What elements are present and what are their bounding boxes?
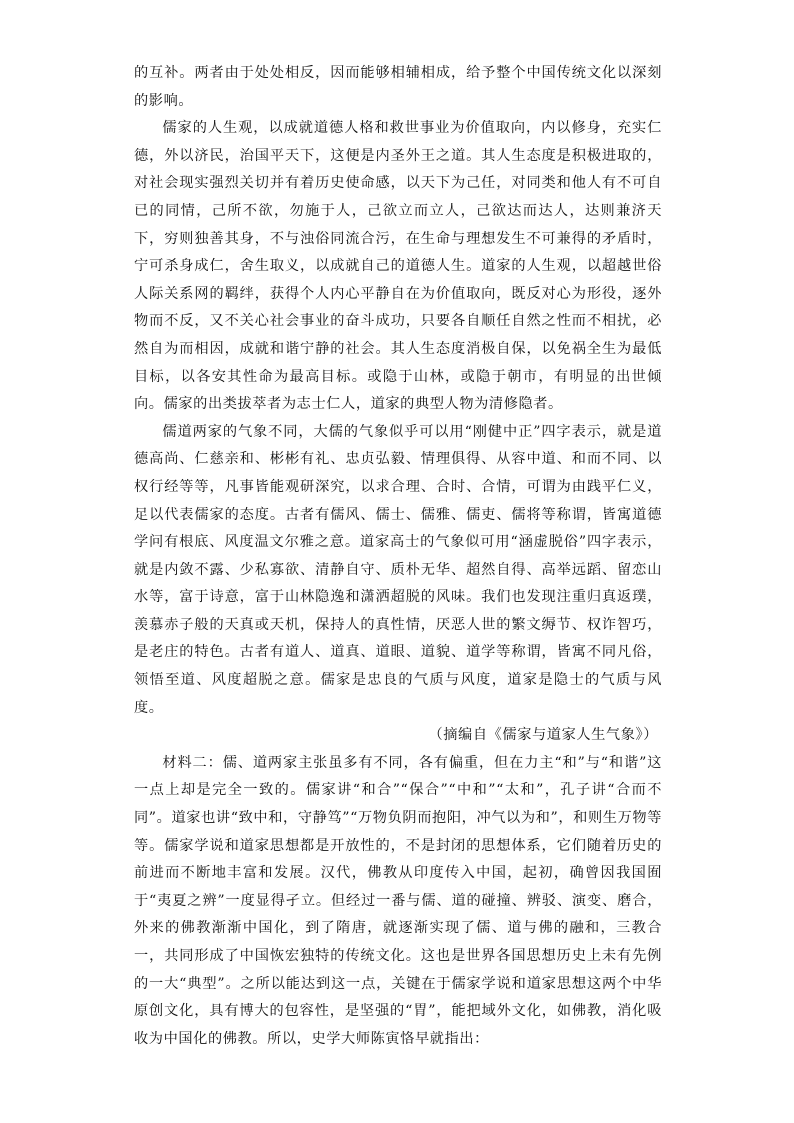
paragraph-continuation: 的互补。两者由于处处相反，因而能够相辅相成，给予整个中国传统文化以深刻的影响。 bbox=[134, 65, 662, 109]
paragraph-material-two: 材料二：儒、道两家主张虽多有不同，各有偏重，但在力主“和”与“和谐”这一点上却是完全一致的。儒家讲“和合”“保合”“中和”“太和”，孔子讲“合而不同”。道家也讲“致中和，守静笃”“万物负阴而抱阳，冲气以为和”，和则生万物等等。儒家学说和道家思想都是开放性的，不是封闭的思想体系，它们随着历史的前进而不断地丰富和发展。汉代，佛教从印度传入中国，起初，确曾因我国囿于“夷夏之辨”一度显得孑立。但经过一番与儒、道的碰撞、辨驳、演变、磨合，外来的佛教渐渐中国化，到了隋唐，就逐渐实现了儒、道与佛的融和，三教合一，共同形成了中国恢宏独特的传统文化。这也是世界各国思想历史上未有先例的一大“典型”。之所以能达到这一点，关键在于儒家学说和道家思想这两个中华原创文化，具有博大的包容性，是坚强的“胃”，能把域外文化，如佛教，消化吸收为中国化的佛教。所以，史学大师陈寅恪早就指出： bbox=[134, 754, 662, 1047]
article-body bbox=[134, 60, 662, 1053]
source-citation: （摘编自《儒家与道家人生气象》） bbox=[428, 727, 658, 744]
paragraph-temperament: 儒道两家的气象不同，大儒的气象似乎可以用“刚健中正”四字表示，就是道德高尚、仁慈亲和、彬彬有礼、忠贞弘毅、情理俱得、从容中道、和而不同、以权行经等等，凡事皆能观研深究，以求合理、合时、合情，可谓为由践平仁义，足以代表儒家的态度。古者有儒风、儒士、儒雅、儒吏、儒将等称谓，皆寓道德学问有根底、风度温文尔雅之意。道家高士的气象似可用“涵虚脱俗”四字表示，就是内敛不露、少私寡欲、清静自守、质朴无华、超然自得、高举远蹈、留恋山水等，富于诗意，富于山林隐逸和潇洒超脱的风味。我们也发现注重归真返璞，羡慕赤子般的天真或天机，保持人的真性情，厌恶人世的繁文缛节、权诈智巧，是老庄的特色。古者有道人、道真、道眼、道貌、道学等称谓，皆寓不同凡俗，领悟至道、风度超脱之意。儒家是忠良的气质与风度，道家是隐士的气质与风度。 bbox=[134, 423, 662, 716]
paragraph-life-views: 儒家的人生观，以成就道德人格和救世事业为价值取向，内以修身，充实仁德，外以济民，治国平天下，这便是内圣外王之道。其人生态度是积极进取的，对社会现实强烈关切并有着历史使命感，以天下为己任，对同类和他人有不可自已的同情，己所不欲，勿施于人，己欲立而立人，己欲达而达人，达则兼济天下，穷则独善其身，不与浊俗同流合污，在生命与理想发生不可兼得的矛盾时，宁可杀身成仁，舍生取义，以成就自己的道德人生。道家的人生观，以超越世俗人际关系网的羁绊，获得个人内心平静自在为价值取向，既反对心为形役，逐外物而不反，又不关心社会事业的奋斗成功，只要各自顺任自然之性而不相扰，必然自为而相因，成就和谐宁静的社会。其人生态度消极自保，以免祸全生为最低目标，以各安其性命为最高目标。或隐于山林，或隐于朝市，有明显的出世倾向。儒家的出类拔萃者为志士仁人，道家的典型人物为清修隐者。 bbox=[134, 120, 662, 413]
